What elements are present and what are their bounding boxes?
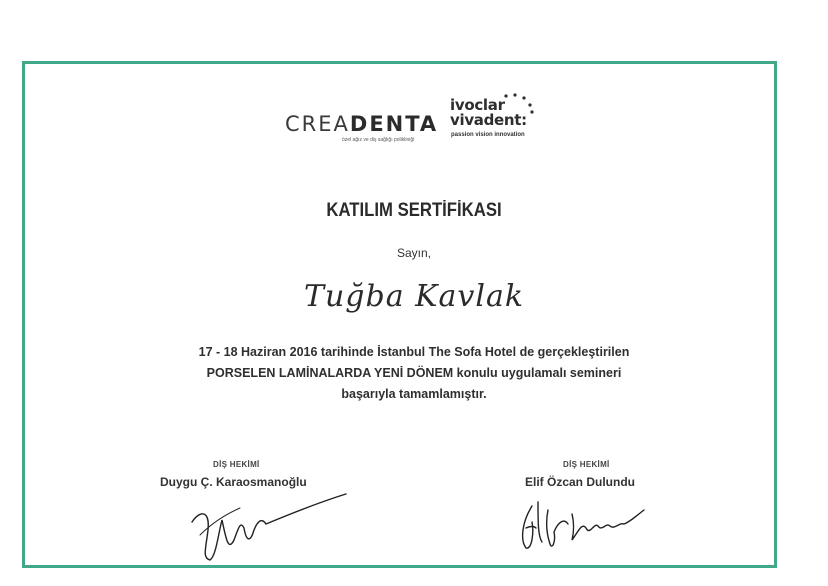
left-signatory-role: DİŞ HEKİMİ [213,460,260,469]
ivoclar-tagline: passion vision innovation [451,132,525,138]
ivoclar-logo-line2: vivadent: [450,111,527,129]
salutation: Sayın, [396,246,432,260]
right-signature-icon [512,492,652,557]
certificate-body-line-3: başarıyla tamamlamıştır. [341,387,487,401]
creadenta-logo-part1: CREA [285,112,350,136]
left-signatory-name: Duygu Ç. Karaosmanoğlu [160,475,307,489]
right-signatory-role: DİŞ HEKİMİ [563,460,610,469]
certificate-title: KATILIM SERTİFİKASI [326,200,502,221]
creadenta-logo-part2: DENTA [349,112,439,136]
certificate-body-line-2: PORSELEN LAMİNALARDA YENİ DÖNEM konulu uygulamalı semineri [206,366,622,380]
left-signature-icon [180,490,350,565]
right-signatory-name: Elif Özcan Dulundu [525,475,635,489]
recipient-name: Tuğba Kavlak [303,279,525,314]
ivoclar-logo [450,92,550,142]
creadenta-tagline: özel ağız ve diş sağlığı polikliniği [342,137,415,143]
certificate-body-line-1: 17 - 18 Haziran 2016 tarihinde İstanbul The Sofa Hotel de gerçekleştirilen [198,345,630,359]
creadenta-logo [285,112,438,136]
ivoclar-logo-line1: ivoclar [450,96,505,114]
